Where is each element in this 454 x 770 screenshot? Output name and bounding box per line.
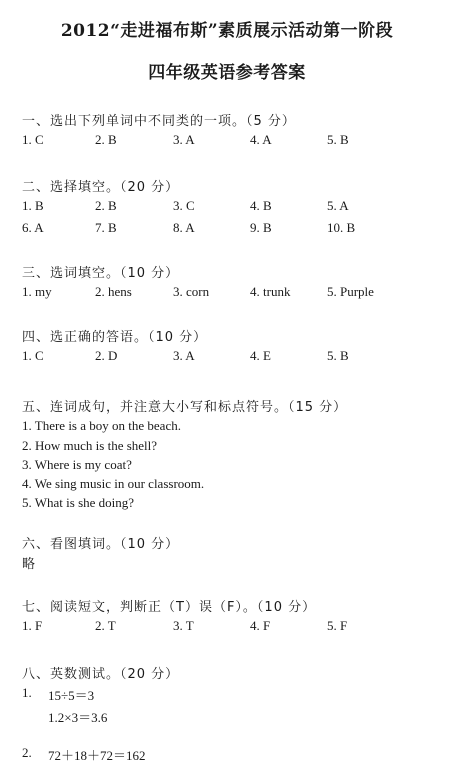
- sentence-answer: 3. Where is my coat?: [22, 457, 132, 472]
- answer-item: 3. A: [173, 348, 195, 363]
- math-answer: 72＋18＋72＝162: [48, 748, 146, 763]
- section-1-title: 一、选出下列单词中不同类的一项。（5 分）: [22, 114, 296, 129]
- answer-item: 10. B: [327, 220, 356, 235]
- document-subtitle: 四年级英语参考答案: [148, 63, 306, 83]
- answer-item: 8. A: [173, 220, 195, 235]
- answer-item: 3. corn: [173, 284, 210, 299]
- sentence-answer: 5. What is she doing?: [22, 495, 135, 510]
- section-2-answers-row-1: [22, 198, 442, 216]
- answer-item: 5. F: [327, 618, 348, 633]
- answer-item: 2. T: [95, 618, 116, 633]
- answer-item: 6. A: [22, 220, 44, 235]
- sentence-answer: 4. We sing music in our classroom.: [22, 476, 205, 491]
- answer-item: 4. E: [250, 348, 271, 363]
- answer-item: 4. A: [250, 132, 272, 147]
- section-2-answers-row-2: [22, 220, 442, 238]
- section-7-title: 七、阅读短文，判断正（T）误（F）。（10 分）: [22, 600, 317, 615]
- answer-item: 2. hens: [95, 284, 132, 299]
- answer-item: 4. B: [250, 198, 272, 213]
- section-1-answers: [22, 132, 442, 150]
- answer-item: 3. T: [173, 618, 194, 633]
- document-title: 2012“走进福布斯”素质展示活动第一阶段: [60, 21, 394, 41]
- math-item-number: 1.: [22, 685, 32, 700]
- answer-item: 1. B: [22, 198, 44, 213]
- answer-item: 5. Purple: [327, 284, 374, 299]
- answer-item: 2. D: [95, 348, 118, 363]
- answer-item: 3. A: [173, 132, 195, 147]
- section-4-answers: [22, 348, 442, 366]
- sentence-answer: 1. There is a boy on the beach.: [22, 418, 181, 433]
- answer-item: 2. B: [95, 132, 117, 147]
- answer-item: 1. C: [22, 132, 44, 147]
- answer-item: 5. B: [327, 132, 349, 147]
- answer-item: 1. F: [22, 618, 43, 633]
- section-5-title: 五、连词成句，并注意大小写和标点符号。（15 分）: [22, 400, 348, 415]
- omitted-answer: 略: [22, 557, 36, 572]
- answer-item: 1. my: [22, 284, 52, 299]
- section-7-answers: [22, 618, 442, 636]
- math-answer: 15÷5＝3: [48, 688, 95, 703]
- answer-item: 9. B: [250, 220, 272, 235]
- sentence-answer: 2. How much is the shell?: [22, 438, 158, 453]
- section-3-title: 三、选词填空。（10 分）: [22, 266, 180, 281]
- answer-item: 5. A: [327, 198, 349, 213]
- section-2-title: 二、选择填空。（20 分）: [22, 180, 180, 195]
- section-4-title: 四、选正确的答语。（10 分）: [22, 330, 208, 345]
- answer-item: 4. trunk: [250, 284, 291, 299]
- section-3-answers: [22, 284, 442, 302]
- answer-item: 7. B: [95, 220, 117, 235]
- section-6-title: 六、看图填词。（10 分）: [22, 537, 180, 552]
- answer-item: 4. F: [250, 618, 271, 633]
- answer-item: 1. C: [22, 348, 44, 363]
- answer-item: 5. B: [327, 348, 349, 363]
- section-8-title: 八、英数测试。（20 分）: [22, 667, 180, 682]
- math-answer: 1.2×3＝3.6: [48, 710, 108, 725]
- math-item-number: 2.: [22, 745, 32, 760]
- answer-item: 2. B: [95, 198, 117, 213]
- answer-item: 3. C: [173, 198, 195, 213]
